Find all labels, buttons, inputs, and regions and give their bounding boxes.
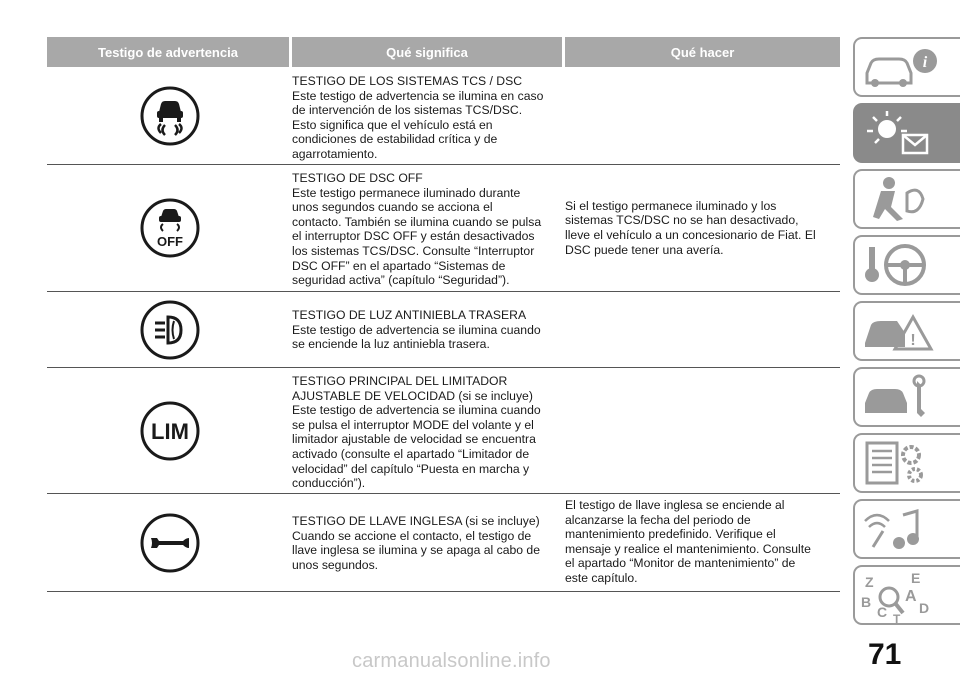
table-row [47, 68, 840, 165]
lim-label: LIM [150, 418, 189, 444]
header-warning-light: Testigo de advertencia [47, 37, 289, 67]
table-row [47, 494, 840, 592]
emergency-car-icon [855, 303, 955, 359]
svg-text:T: T [893, 612, 901, 623]
tcs-dsc-skid-icon [47, 68, 292, 164]
tab-starting-driving[interactable] [853, 235, 960, 295]
svg-text:i: i [922, 54, 928, 71]
rear-fog-light-icon [47, 292, 292, 367]
svg-text:Z: Z [865, 574, 874, 590]
dsc-off-label: OFF [156, 234, 183, 249]
tab-warning-lights[interactable] [853, 103, 960, 163]
action-text: Si el testigo permanece iluminado y los sistemas TCS/DSC no se han desactivado, lleve el vehículo a un concesionario de Fiat. El DSC puede tener una avería. [565, 198, 816, 257]
warning-lights-message-icon [855, 105, 955, 161]
tab-emergency[interactable] [853, 301, 960, 361]
speed-limiter-icon [47, 368, 292, 493]
technical-data-icon [855, 435, 955, 491]
svg-text:E: E [911, 570, 921, 586]
action-text [562, 292, 840, 367]
alphabetical-index-icon [855, 567, 955, 623]
multimedia-icon [855, 501, 955, 557]
action-text [562, 68, 840, 164]
svg-text:D: D [919, 600, 930, 616]
tab-safety[interactable] [853, 169, 960, 229]
svg-text:C: C [877, 604, 888, 620]
svg-text:A: A [905, 588, 917, 605]
page-number: 71 [868, 638, 902, 671]
table-row [47, 368, 840, 494]
meaning-text: TESTIGO DE LLAVE INGLESA (si se incluye) Cuando se accione el contacto, el testigo de llave inglesa se ilumina y se apaga al cabo de unos segundos. [292, 514, 540, 572]
action-text [562, 368, 840, 493]
car-info-icon [855, 39, 955, 95]
meaning-text: TESTIGO DE DSC OFF Este testigo permanece iluminado durante unos segundos cuando se acciona el contacto. También se ilumina cuando se pulsa el interruptor DSC OFF y están desactivados los sistemas TCS/DSC. Consulte “Interruptor DSC OFF” en el apartado “Sistemas de seguridad activa” (capítulo “Seguridad”). [292, 171, 542, 288]
warning-lights-table [47, 37, 840, 585]
tab-alphabetical-index[interactable] [853, 565, 960, 625]
steering-key-icon [855, 237, 955, 293]
meaning-text: TESTIGO DE LUZ ANTINIEBLA TRASERA Este testigo de advertencia se ilumina cuando se enciende la luz antiniebla trasera. [292, 308, 541, 352]
svg-text:!: ! [910, 332, 916, 349]
meaning-text: TESTIGO PRINCIPAL DEL LIMITADOR AJUSTABLE DE VELOCIDAD (si se incluye) Este testigo de advertencia se ilumina cuando se pulsa el interruptor MODE del volante y el limitador ajustable de velocidad se encuentra activado (consulte el apartado “Limitador de velocidad” del capítulo “Puesta en marcha y conducción”). [292, 374, 541, 491]
table-row [47, 165, 840, 292]
action-text: El testigo de llave inglesa se enciende al alcanzarse la fecha del periodo de mantenimiento predefinido. Verifique el mensaje y realice el mantenimiento. Consulte el apartado “Monitor de mantenimiento” de este capítulo. [565, 498, 811, 585]
watermark: carmanualsonline.info [352, 650, 551, 672]
header-action: Qué hacer [565, 37, 840, 67]
tab-multimedia[interactable] [853, 499, 960, 559]
wrench-icon [47, 494, 292, 591]
tab-car-info[interactable] [853, 37, 960, 97]
table-header [47, 37, 840, 67]
tab-technical-data[interactable] [853, 433, 960, 493]
table-row [47, 292, 840, 368]
meaning-text: TESTIGO DE LOS SISTEMAS TCS / DSC Este testigo de advertencia se ilumina en caso de intervención de los sistemas TCS/DSC. Esto significa que el vehículo está en condiciones de estabilidad crítica y de agarrotamiento. [292, 74, 544, 161]
svg-text:B: B [861, 594, 872, 610]
tab-maintenance[interactable] [853, 367, 960, 427]
safety-airbag-icon [855, 171, 955, 227]
maintenance-car-icon [855, 369, 955, 425]
header-meaning: Qué significa [292, 37, 562, 67]
dsc-off-icon [47, 165, 292, 291]
